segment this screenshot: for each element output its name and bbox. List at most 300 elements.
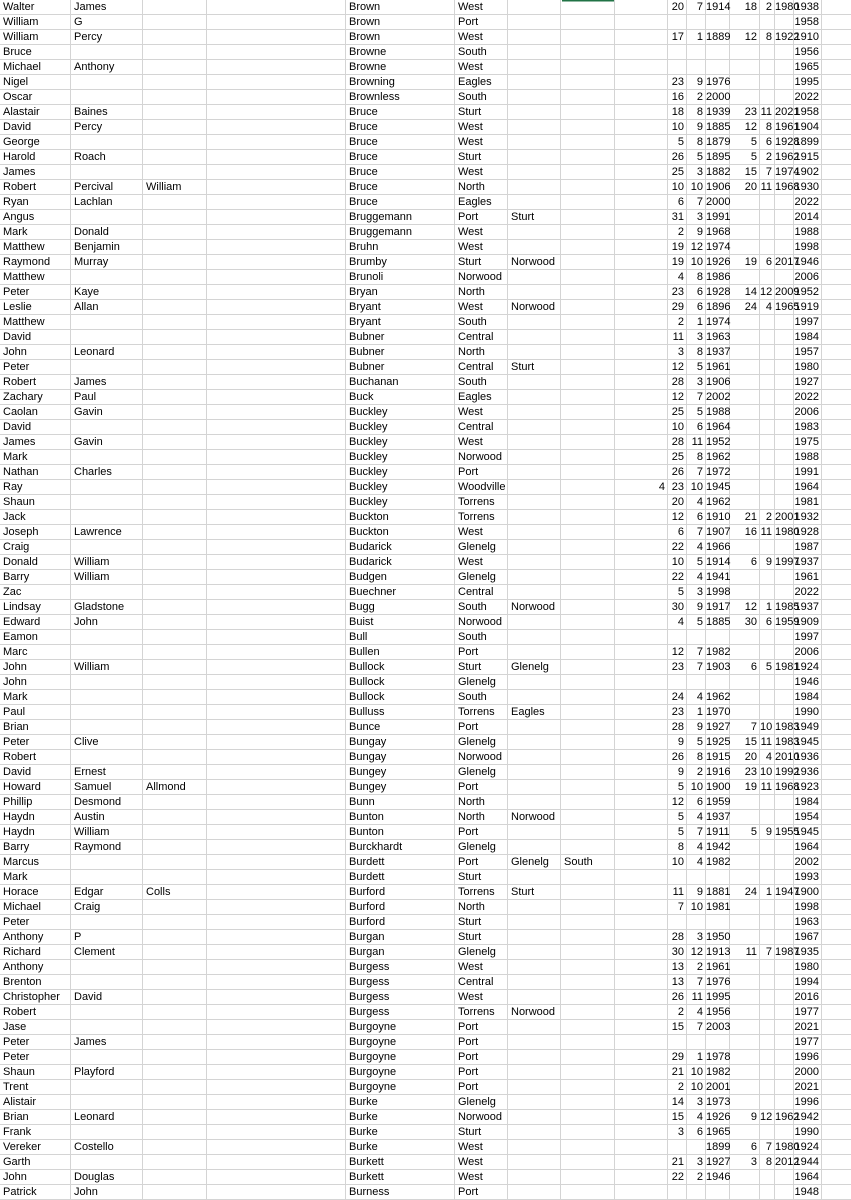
cell-birth-month[interactable]: 7 bbox=[696, 646, 703, 658]
cell-surname[interactable]: Burdett bbox=[349, 871, 385, 883]
cell-surname[interactable]: Brown bbox=[349, 16, 381, 28]
cell-death-day[interactable] bbox=[730, 1005, 760, 1020]
cell-death-year[interactable] bbox=[775, 690, 794, 705]
cell-first-name[interactable]: Shaun bbox=[3, 1066, 35, 1078]
cell-club-3[interactable] bbox=[561, 510, 615, 525]
cell-debut-year[interactable]: 1924 bbox=[794, 661, 819, 673]
cell-club-1[interactable]: South bbox=[458, 691, 487, 703]
cell-games[interactable] bbox=[615, 60, 668, 75]
cell-birth-day[interactable]: 23 bbox=[671, 706, 684, 718]
cell-birth-day[interactable] bbox=[668, 1035, 687, 1050]
cell-birth-day[interactable]: 7 bbox=[677, 901, 684, 913]
cell-club-2[interactable] bbox=[508, 180, 561, 195]
cell-first-name[interactable]: Zachary bbox=[3, 391, 43, 403]
cell-third-name[interactable] bbox=[143, 690, 207, 705]
cell-surname[interactable]: Burgoyne bbox=[349, 1066, 397, 1078]
cell-club-3[interactable] bbox=[561, 630, 615, 645]
cell-club-1[interactable]: Central bbox=[458, 586, 494, 598]
cell-first-name[interactable]: James bbox=[3, 166, 36, 178]
cell-death-day[interactable]: 6 bbox=[750, 556, 757, 568]
cell-club-2[interactable] bbox=[508, 30, 561, 45]
cell-first-name[interactable]: Paul bbox=[3, 706, 26, 718]
cell-death-day[interactable]: 16 bbox=[744, 526, 757, 538]
cell-second-name[interactable] bbox=[71, 1095, 143, 1110]
cell-second-name[interactable]: Leonard bbox=[74, 346, 115, 358]
cell-first-name[interactable]: Joseph bbox=[3, 526, 39, 538]
cell-surname[interactable]: Brown bbox=[349, 31, 381, 43]
cell-birth-month[interactable]: 10 bbox=[690, 1081, 703, 1093]
cell-birth-day[interactable]: 14 bbox=[671, 1096, 684, 1108]
cell-club-1[interactable]: Sturt bbox=[458, 256, 482, 268]
cell-death-year[interactable] bbox=[775, 1080, 794, 1095]
cell-games[interactable] bbox=[615, 195, 668, 210]
cell-club-2[interactable] bbox=[508, 510, 561, 525]
cell-death-month[interactable] bbox=[760, 915, 775, 930]
cell-debut-year[interactable]: 1930 bbox=[794, 181, 819, 193]
cell-debut-year[interactable]: 1987 bbox=[794, 541, 819, 553]
cell-death-year[interactable] bbox=[775, 480, 794, 495]
cell-death-month[interactable]: 1 bbox=[765, 601, 772, 613]
cell-second-name[interactable] bbox=[71, 510, 143, 525]
cell-death-day[interactable]: 14 bbox=[744, 286, 757, 298]
cell-death-month[interactable] bbox=[760, 1095, 775, 1110]
cell-death-month[interactable]: 8 bbox=[765, 1156, 772, 1168]
cell-club-2[interactable] bbox=[508, 945, 561, 960]
cell-death-year[interactable] bbox=[775, 330, 794, 345]
cell-debut-year[interactable]: 1932 bbox=[794, 511, 819, 523]
cell-games[interactable] bbox=[615, 660, 668, 675]
cell-birth-day[interactable]: 10 bbox=[671, 121, 684, 133]
cell-surname[interactable]: Bruce bbox=[349, 166, 378, 178]
cell-debut-year[interactable]: 1923 bbox=[794, 781, 819, 793]
cell-first-name[interactable]: Ray bbox=[3, 481, 23, 493]
cell-birth-month[interactable]: 5 bbox=[696, 406, 703, 418]
cell-birth-year[interactable]: 1961 bbox=[706, 961, 731, 973]
cell-birth-month[interactable]: 6 bbox=[696, 511, 703, 523]
cell-club-1[interactable]: Glenelg bbox=[458, 766, 496, 778]
cell-debut-year[interactable]: 1981 bbox=[794, 496, 819, 508]
cell-first-name[interactable]: Christopher bbox=[3, 991, 60, 1003]
cell-club-2[interactable] bbox=[508, 1035, 561, 1050]
cell-debut-year[interactable]: 1936 bbox=[794, 751, 819, 763]
cell-birth-day[interactable]: 5 bbox=[677, 811, 684, 823]
cell-death-day[interactable]: 18 bbox=[744, 1, 757, 13]
cell-death-month[interactable]: 11 bbox=[760, 181, 772, 193]
cell-death-year[interactable] bbox=[775, 1065, 794, 1080]
cell-birth-year[interactable]: 1937 bbox=[706, 811, 731, 823]
cell-death-month[interactable]: 5 bbox=[765, 661, 772, 673]
cell-games[interactable] bbox=[615, 690, 668, 705]
cell-club-3[interactable]: South bbox=[564, 856, 593, 868]
cell-birth-month[interactable]: 11 bbox=[691, 991, 703, 1003]
cell-surname[interactable]: Browning bbox=[349, 76, 395, 88]
cell-birth-year[interactable]: 1939 bbox=[706, 106, 731, 118]
cell-third-name[interactable] bbox=[143, 1185, 207, 1200]
cell-death-year[interactable]: 1959 bbox=[775, 616, 800, 628]
cell-death-day[interactable] bbox=[730, 840, 760, 855]
cell-birth-year[interactable]: 1915 bbox=[706, 751, 731, 763]
cell-death-day[interactable] bbox=[730, 435, 760, 450]
cell-debut-year[interactable]: 1988 bbox=[794, 451, 819, 463]
cell-games[interactable] bbox=[615, 975, 668, 990]
cell-club-1[interactable]: South bbox=[458, 46, 487, 58]
cell-club-1[interactable]: Central bbox=[458, 976, 494, 988]
cell-death-year[interactable] bbox=[775, 45, 794, 60]
cell-death-month[interactable] bbox=[760, 1185, 775, 1200]
cell-death-year[interactable] bbox=[775, 375, 794, 390]
cell-death-year[interactable] bbox=[775, 75, 794, 90]
cell-birth-month[interactable] bbox=[687, 1140, 706, 1155]
cell-birth-year[interactable]: 1916 bbox=[706, 766, 731, 778]
cell-death-day[interactable]: 15 bbox=[744, 736, 757, 748]
cell-club-3[interactable] bbox=[561, 1050, 615, 1065]
cell-second-name[interactable]: Clement bbox=[74, 946, 115, 958]
cell-club-3[interactable] bbox=[561, 480, 615, 495]
cell-first-name[interactable]: Mark bbox=[3, 226, 28, 238]
cell-death-year[interactable] bbox=[775, 90, 794, 105]
cell-death-year[interactable]: 2012 bbox=[775, 1156, 800, 1168]
cell-club-3[interactable] bbox=[561, 1185, 615, 1200]
cell-first-name[interactable]: Marcus bbox=[3, 856, 40, 868]
cell-birth-day[interactable]: 28 bbox=[671, 721, 684, 733]
cell-third-name[interactable] bbox=[143, 75, 207, 90]
cell-debut-year[interactable]: 2002 bbox=[794, 856, 819, 868]
cell-birth-year[interactable]: 1903 bbox=[706, 661, 731, 673]
cell-birth-year[interactable]: 1911 bbox=[706, 826, 730, 838]
cell-birth-year[interactable]: 1998 bbox=[706, 586, 731, 598]
cell-second-name[interactable] bbox=[71, 630, 143, 645]
cell-club-2[interactable] bbox=[508, 645, 561, 660]
cell-club-2[interactable] bbox=[508, 675, 561, 690]
cell-third-name[interactable] bbox=[143, 450, 207, 465]
cell-club-2[interactable] bbox=[508, 165, 561, 180]
cell-club-3[interactable] bbox=[561, 450, 615, 465]
cell-death-day[interactable] bbox=[730, 210, 760, 225]
cell-club-2[interactable] bbox=[508, 720, 561, 735]
cell-second-name[interactable] bbox=[71, 870, 143, 885]
cell-third-name[interactable] bbox=[143, 420, 207, 435]
cell-death-year[interactable] bbox=[775, 645, 794, 660]
cell-club-2[interactable] bbox=[508, 225, 561, 240]
cell-debut-year[interactable]: 1997 bbox=[794, 631, 819, 643]
cell-birth-month[interactable]: 5 bbox=[696, 361, 703, 373]
cell-club-1[interactable]: Sturt bbox=[458, 1126, 482, 1138]
cell-death-day[interactable] bbox=[730, 1050, 760, 1065]
cell-debut-year[interactable]: 1984 bbox=[794, 691, 819, 703]
cell-club-2[interactable] bbox=[508, 900, 561, 915]
cell-club-2[interactable]: Norwood bbox=[511, 301, 556, 313]
cell-birth-month[interactable]: 5 bbox=[696, 556, 703, 568]
cell-games[interactable] bbox=[615, 375, 668, 390]
cell-surname[interactable]: Burgess bbox=[349, 991, 390, 1003]
cell-death-year[interactable]: 1980 bbox=[775, 1141, 800, 1153]
cell-second-name[interactable]: G bbox=[74, 16, 83, 28]
cell-birth-month[interactable]: 7 bbox=[696, 391, 703, 403]
cell-debut-year[interactable]: 1945 bbox=[794, 826, 819, 838]
cell-games[interactable] bbox=[615, 555, 668, 570]
cell-club-3[interactable] bbox=[561, 390, 615, 405]
cell-club-3[interactable] bbox=[561, 135, 615, 150]
cell-third-name[interactable] bbox=[143, 975, 207, 990]
cell-second-name[interactable]: Desmond bbox=[74, 796, 122, 808]
cell-death-day[interactable] bbox=[730, 675, 760, 690]
cell-death-day[interactable]: 12 bbox=[744, 31, 757, 43]
cell-surname[interactable]: Brunoli bbox=[349, 271, 384, 283]
cell-debut-year[interactable]: 1919 bbox=[794, 301, 819, 313]
cell-death-year[interactable] bbox=[775, 810, 794, 825]
cell-death-month[interactable] bbox=[760, 270, 775, 285]
cell-debut-year[interactable]: 1965 bbox=[794, 61, 819, 73]
cell-second-name[interactable] bbox=[71, 45, 143, 60]
cell-death-year[interactable] bbox=[775, 405, 794, 420]
cell-third-name[interactable] bbox=[143, 720, 207, 735]
cell-debut-year[interactable]: 1915 bbox=[794, 151, 819, 163]
cell-death-year[interactable]: 1980 bbox=[775, 526, 800, 538]
cell-birth-day[interactable]: 12 bbox=[671, 796, 684, 808]
cell-death-day[interactable] bbox=[730, 990, 760, 1005]
cell-death-day[interactable] bbox=[730, 1080, 760, 1095]
cell-club-2[interactable] bbox=[508, 435, 561, 450]
cell-games[interactable] bbox=[615, 645, 668, 660]
cell-death-month[interactable] bbox=[760, 495, 775, 510]
cell-third-name[interactable] bbox=[143, 465, 207, 480]
cell-birth-day[interactable] bbox=[668, 1185, 687, 1200]
cell-birth-month[interactable]: 7 bbox=[696, 196, 703, 208]
cell-club-3[interactable] bbox=[561, 570, 615, 585]
cell-birth-day[interactable]: 9 bbox=[677, 766, 684, 778]
cell-surname[interactable]: Burdett bbox=[349, 856, 385, 868]
cell-surname[interactable]: Burgoyne bbox=[349, 1051, 397, 1063]
cell-death-year[interactable] bbox=[775, 840, 794, 855]
cell-death-year[interactable]: 1955 bbox=[775, 826, 800, 838]
cell-first-name[interactable]: Robert bbox=[3, 181, 37, 193]
cell-club-3[interactable] bbox=[561, 690, 615, 705]
cell-death-month[interactable]: 2 bbox=[765, 1, 772, 13]
cell-games[interactable] bbox=[615, 1035, 668, 1050]
cell-birth-year[interactable]: 1906 bbox=[706, 181, 731, 193]
cell-club-3[interactable] bbox=[561, 1095, 615, 1110]
cell-games[interactable] bbox=[615, 1065, 668, 1080]
cell-birth-month[interactable]: 4 bbox=[696, 571, 703, 583]
cell-club-3[interactable] bbox=[561, 840, 615, 855]
cell-club-2[interactable] bbox=[508, 60, 561, 75]
cell-games[interactable] bbox=[615, 1020, 668, 1035]
cell-second-name[interactable]: James bbox=[74, 1, 107, 13]
cell-birth-day[interactable]: 2 bbox=[677, 1081, 684, 1093]
cell-birth-year[interactable]: 2001 bbox=[706, 1081, 731, 1093]
cell-third-name[interactable] bbox=[143, 435, 207, 450]
cell-club-2[interactable] bbox=[508, 420, 561, 435]
cell-second-name[interactable] bbox=[71, 540, 143, 555]
cell-club-2[interactable] bbox=[508, 90, 561, 105]
cell-death-month[interactable] bbox=[760, 330, 775, 345]
cell-club-2[interactable]: Sturt bbox=[511, 211, 535, 223]
cell-death-month[interactable] bbox=[760, 360, 775, 375]
cell-birth-year[interactable]: 1976 bbox=[706, 976, 731, 988]
cell-death-year[interactable] bbox=[775, 1185, 794, 1200]
cell-club-2[interactable] bbox=[508, 795, 561, 810]
cell-club-1[interactable]: Glenelg bbox=[458, 736, 496, 748]
cell-club-1[interactable]: Glenelg bbox=[458, 1096, 496, 1108]
cell-second-name[interactable]: Leonard bbox=[74, 1111, 115, 1123]
cell-death-day[interactable] bbox=[730, 195, 760, 210]
cell-birth-day[interactable]: 10 bbox=[671, 421, 684, 433]
cell-death-year[interactable] bbox=[775, 240, 794, 255]
cell-birth-day[interactable]: 18 bbox=[671, 106, 684, 118]
cell-third-name[interactable] bbox=[143, 765, 207, 780]
cell-birth-day[interactable]: 28 bbox=[671, 931, 684, 943]
cell-surname[interactable]: Budgen bbox=[349, 571, 387, 583]
cell-games[interactable] bbox=[615, 405, 668, 420]
cell-club-1[interactable]: West bbox=[458, 301, 483, 313]
cell-games[interactable] bbox=[615, 315, 668, 330]
cell-third-name[interactable] bbox=[143, 105, 207, 120]
cell-birth-month[interactable] bbox=[687, 60, 706, 75]
cell-birth-year[interactable]: 1927 bbox=[706, 1156, 731, 1168]
cell-club-3[interactable] bbox=[561, 1125, 615, 1140]
cell-club-1[interactable]: Port bbox=[458, 1021, 479, 1033]
cell-death-month[interactable]: 2 bbox=[765, 511, 772, 523]
cell-death-year[interactable]: 2021 bbox=[775, 106, 800, 118]
cell-club-1[interactable]: North bbox=[458, 286, 485, 298]
cell-third-name[interactable] bbox=[143, 735, 207, 750]
cell-debut-year[interactable]: 1946 bbox=[794, 256, 819, 268]
cell-first-name[interactable]: Trent bbox=[3, 1081, 29, 1093]
cell-surname[interactable]: Bryant bbox=[349, 301, 381, 313]
cell-third-name[interactable] bbox=[143, 375, 207, 390]
cell-club-3[interactable] bbox=[561, 375, 615, 390]
cell-surname[interactable]: Buckley bbox=[349, 496, 388, 508]
cell-second-name[interactable] bbox=[71, 165, 143, 180]
cell-first-name[interactable]: Richard bbox=[3, 946, 41, 958]
cell-death-day[interactable] bbox=[730, 480, 760, 495]
cell-club-1[interactable]: South bbox=[458, 376, 487, 388]
cell-club-1[interactable]: Sturt bbox=[458, 931, 482, 943]
cell-death-month[interactable]: 7 bbox=[765, 946, 772, 958]
cell-death-day[interactable] bbox=[730, 570, 760, 585]
cell-club-3[interactable] bbox=[561, 555, 615, 570]
cell-death-day[interactable] bbox=[730, 465, 760, 480]
cell-birth-year[interactable]: 1895 bbox=[706, 151, 731, 163]
cell-surname[interactable]: Bryan bbox=[349, 286, 378, 298]
cell-debut-year[interactable]: 1996 bbox=[794, 1051, 819, 1063]
cell-surname[interactable]: Bruggemann bbox=[349, 226, 412, 238]
cell-death-month[interactable] bbox=[760, 1170, 775, 1185]
cell-death-month[interactable] bbox=[760, 1050, 775, 1065]
cell-debut-year[interactable]: 1942 bbox=[794, 1111, 819, 1123]
cell-club-1[interactable]: Eagles bbox=[458, 391, 492, 403]
cell-club-1[interactable]: West bbox=[458, 226, 483, 238]
cell-birth-day[interactable]: 22 bbox=[671, 541, 684, 553]
cell-surname[interactable]: Bunton bbox=[349, 811, 384, 823]
cell-club-1[interactable]: Central bbox=[458, 331, 494, 343]
cell-birth-year[interactable]: 1982 bbox=[706, 1066, 731, 1078]
cell-surname[interactable]: Brownless bbox=[349, 91, 400, 103]
cell-surname[interactable]: Burkett bbox=[349, 1156, 384, 1168]
cell-club-2[interactable] bbox=[508, 45, 561, 60]
cell-death-day[interactable]: 5 bbox=[750, 826, 757, 838]
cell-club-1[interactable]: West bbox=[458, 61, 483, 73]
cell-death-day[interactable]: 7 bbox=[750, 721, 757, 733]
cell-birth-year[interactable]: 1961 bbox=[706, 361, 731, 373]
cell-birth-day[interactable]: 2 bbox=[677, 226, 684, 238]
cell-first-name[interactable]: Anthony bbox=[3, 961, 44, 973]
cell-debut-year[interactable]: 1945 bbox=[794, 736, 819, 748]
cell-surname[interactable]: Bungay bbox=[349, 736, 387, 748]
cell-birth-month[interactable]: 10 bbox=[690, 781, 703, 793]
cell-birth-month[interactable]: 1 bbox=[696, 1051, 703, 1063]
cell-club-1[interactable]: Sturt bbox=[458, 151, 482, 163]
cell-birth-day[interactable]: 26 bbox=[671, 466, 684, 478]
cell-club-1[interactable]: Torrens bbox=[458, 1006, 495, 1018]
cell-birth-month[interactable]: 4 bbox=[696, 1006, 703, 1018]
cell-club-2[interactable] bbox=[508, 1140, 561, 1155]
cell-surname[interactable]: Buckley bbox=[349, 481, 388, 493]
cell-club-2[interactable] bbox=[508, 975, 561, 990]
cell-club-3[interactable] bbox=[561, 885, 615, 900]
cell-birth-month[interactable]: 6 bbox=[696, 421, 703, 433]
cell-club-2[interactable] bbox=[508, 915, 561, 930]
cell-club-3[interactable] bbox=[561, 645, 615, 660]
cell-birth-day[interactable]: 13 bbox=[671, 976, 684, 988]
cell-death-year[interactable] bbox=[775, 195, 794, 210]
cell-club-1[interactable]: Norwood bbox=[458, 616, 503, 628]
cell-debut-year[interactable]: 1944 bbox=[794, 1156, 819, 1168]
cell-death-year[interactable] bbox=[775, 540, 794, 555]
cell-birth-day[interactable]: 23 bbox=[671, 481, 684, 493]
cell-games[interactable] bbox=[615, 1170, 668, 1185]
cell-first-name[interactable]: Peter bbox=[3, 286, 30, 298]
cell-death-year[interactable] bbox=[775, 900, 794, 915]
cell-death-day[interactable] bbox=[730, 690, 760, 705]
cell-death-year[interactable]: 1928 bbox=[775, 136, 800, 148]
cell-second-name[interactable] bbox=[71, 450, 143, 465]
cell-debut-year[interactable]: 1946 bbox=[794, 676, 819, 688]
cell-death-month[interactable] bbox=[760, 930, 775, 945]
cell-death-month[interactable] bbox=[760, 375, 775, 390]
cell-club-1[interactable]: West bbox=[458, 991, 483, 1003]
cell-games[interactable] bbox=[615, 630, 668, 645]
cell-surname[interactable]: Bullock bbox=[349, 691, 385, 703]
cell-birth-year[interactable]: 1963 bbox=[706, 331, 731, 343]
cell-second-name[interactable]: Paul bbox=[74, 391, 97, 403]
cell-games[interactable] bbox=[615, 465, 668, 480]
cell-club-2[interactable]: Norwood bbox=[511, 811, 556, 823]
cell-death-month[interactable] bbox=[760, 1065, 775, 1080]
cell-third-name[interactable] bbox=[143, 0, 207, 15]
cell-club-1[interactable]: Port bbox=[458, 211, 479, 223]
cell-death-year[interactable]: 1974 bbox=[775, 166, 800, 178]
cell-birth-month[interactable]: 7 bbox=[696, 1021, 703, 1033]
cell-death-year[interactable] bbox=[775, 315, 794, 330]
cell-games[interactable] bbox=[615, 945, 668, 960]
cell-birth-day[interactable]: 23 bbox=[671, 286, 684, 298]
cell-death-day[interactable]: 6 bbox=[750, 1141, 757, 1153]
cell-death-day[interactable] bbox=[730, 15, 760, 30]
cell-first-name[interactable]: Robert bbox=[3, 376, 37, 388]
cell-birth-day[interactable]: 2 bbox=[677, 1006, 684, 1018]
cell-club-1[interactable]: West bbox=[458, 961, 483, 973]
cell-first-name[interactable]: Bruce bbox=[3, 46, 32, 58]
cell-death-month[interactable] bbox=[760, 435, 775, 450]
cell-club-3[interactable] bbox=[561, 330, 615, 345]
cell-birth-year[interactable]: 1914 bbox=[706, 1, 731, 13]
cell-third-name[interactable] bbox=[143, 150, 207, 165]
cell-club-1[interactable]: West bbox=[458, 121, 483, 133]
cell-death-month[interactable] bbox=[760, 450, 775, 465]
cell-first-name[interactable]: Frank bbox=[3, 1126, 32, 1138]
cell-birth-year[interactable]: 1882 bbox=[706, 166, 731, 178]
